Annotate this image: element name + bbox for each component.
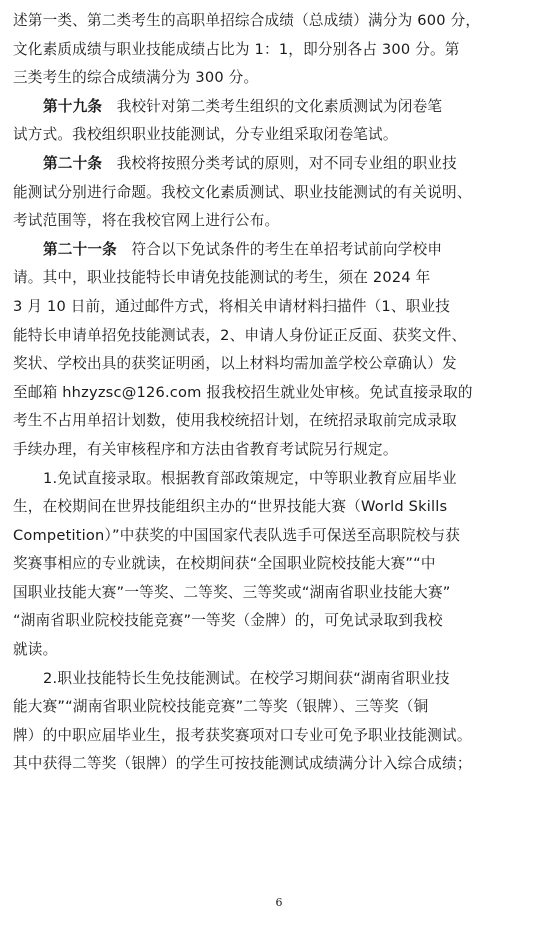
article-21-first-line <box>13 236 545 265</box>
text-line: 请。其中，职业技能特长申请免技能测试的考生，须在 2024 年 <box>13 269 431 287</box>
text-line: 考试范围等，将在我校官网上进行公布。 <box>13 212 280 230</box>
text-line: 奖状、学校出具的获奖证明函，以上材料均需加盖学校公章确认）发 <box>13 355 457 373</box>
article-19-text: 我校针对第二类考生组织的文化素质测试为闭卷笔 <box>116 97 443 115</box>
text-line: 3 月 10 日前，通过邮件方式，将相关申请材料扫描件（1、职业技 <box>13 297 451 315</box>
text-line: 1.免试直接录取。根据教育部政策规定，中等职业教育应届毕业 <box>43 469 457 487</box>
text-line: 就读。 <box>13 641 58 659</box>
text-line: 三类考生的综合成绩满分为 300 分。 <box>13 69 259 87</box>
text-line: 2.职业技能特长生免技能测试。在校学习期间获“湖南省职业技 <box>43 669 450 687</box>
text-line: 至邮箱 hhzyzsc@126.com 报我校招生就业处审核。免试直接录取的 <box>13 383 473 401</box>
article-19-first-line <box>13 93 545 122</box>
text-line: 其中获得二等奖（银牌）的学生可按技能测试成绩满分计入综合成绩； <box>13 755 472 773</box>
article-19-heading: 第十九条 <box>43 97 103 115</box>
text-line: Competition）”中获奖的中国国家代表队选手可保送至高职院校与获 <box>13 526 461 544</box>
article-20-text: 我校将按照分类考试的原则，对不同专业组的职业技 <box>116 154 457 172</box>
article-20-heading: 第二十条 <box>43 154 103 172</box>
body-text <box>13 7 545 779</box>
text-line: 述第一类、第二类考生的高职单招综合成绩（总成绩）满分为 600 分， <box>13 12 481 29</box>
text-line: 文化素质成绩与职业技能成绩占比为 1：1，即分别各占 300 分。第 <box>13 40 460 58</box>
text-line: 奖赛事相应的专业就读，在校期间获“全国职业院校技能大赛”“中 <box>13 555 436 573</box>
text-line: 能特长申请单招免技能测试表，2、申请人身份证正反面、获奖文件、 <box>13 326 467 344</box>
article-21-text: 符合以下免试条件的考生在单招考试前向学校申 <box>131 240 443 258</box>
text-line: 能大赛”“湖南省职业院校技能竞赛”二等奖（银牌）、三等奖（铜 <box>13 698 429 716</box>
text-line: “湖南省职业院校技能竞赛”一等奖（金牌）的，可免试录取到我校 <box>13 612 443 630</box>
page-number: 6 <box>275 896 283 909</box>
text-line: 手续办理，有关审核程序和方法由省教育考试院另行规定。 <box>13 440 398 458</box>
article-20-first-line <box>13 150 545 179</box>
text-line: 牌）的中职应届毕业生，报考获奖赛项对口专业可免予职业技能测试。 <box>13 726 472 744</box>
text-line: 能测试分别进行命题。我校文化素质测试、职业技能测试的有关说明、 <box>13 183 472 201</box>
text-line: 考生不占用单招计划数，使用我校统招计划，在统招录取前完成录取 <box>13 412 457 430</box>
article-21-heading: 第二十一条 <box>43 240 117 258</box>
text-line: 国职业技能大赛”一等奖、二等奖、三等奖或“湖南省职业技能大赛” <box>13 583 451 601</box>
text-line: 试方式。我校组织职业技能测试，分专业组采取闭卷笔试。 <box>13 126 398 144</box>
text-line: 生，在校期间在世界技能组织主办的“世界技能大赛（World Skills <box>13 498 448 516</box>
